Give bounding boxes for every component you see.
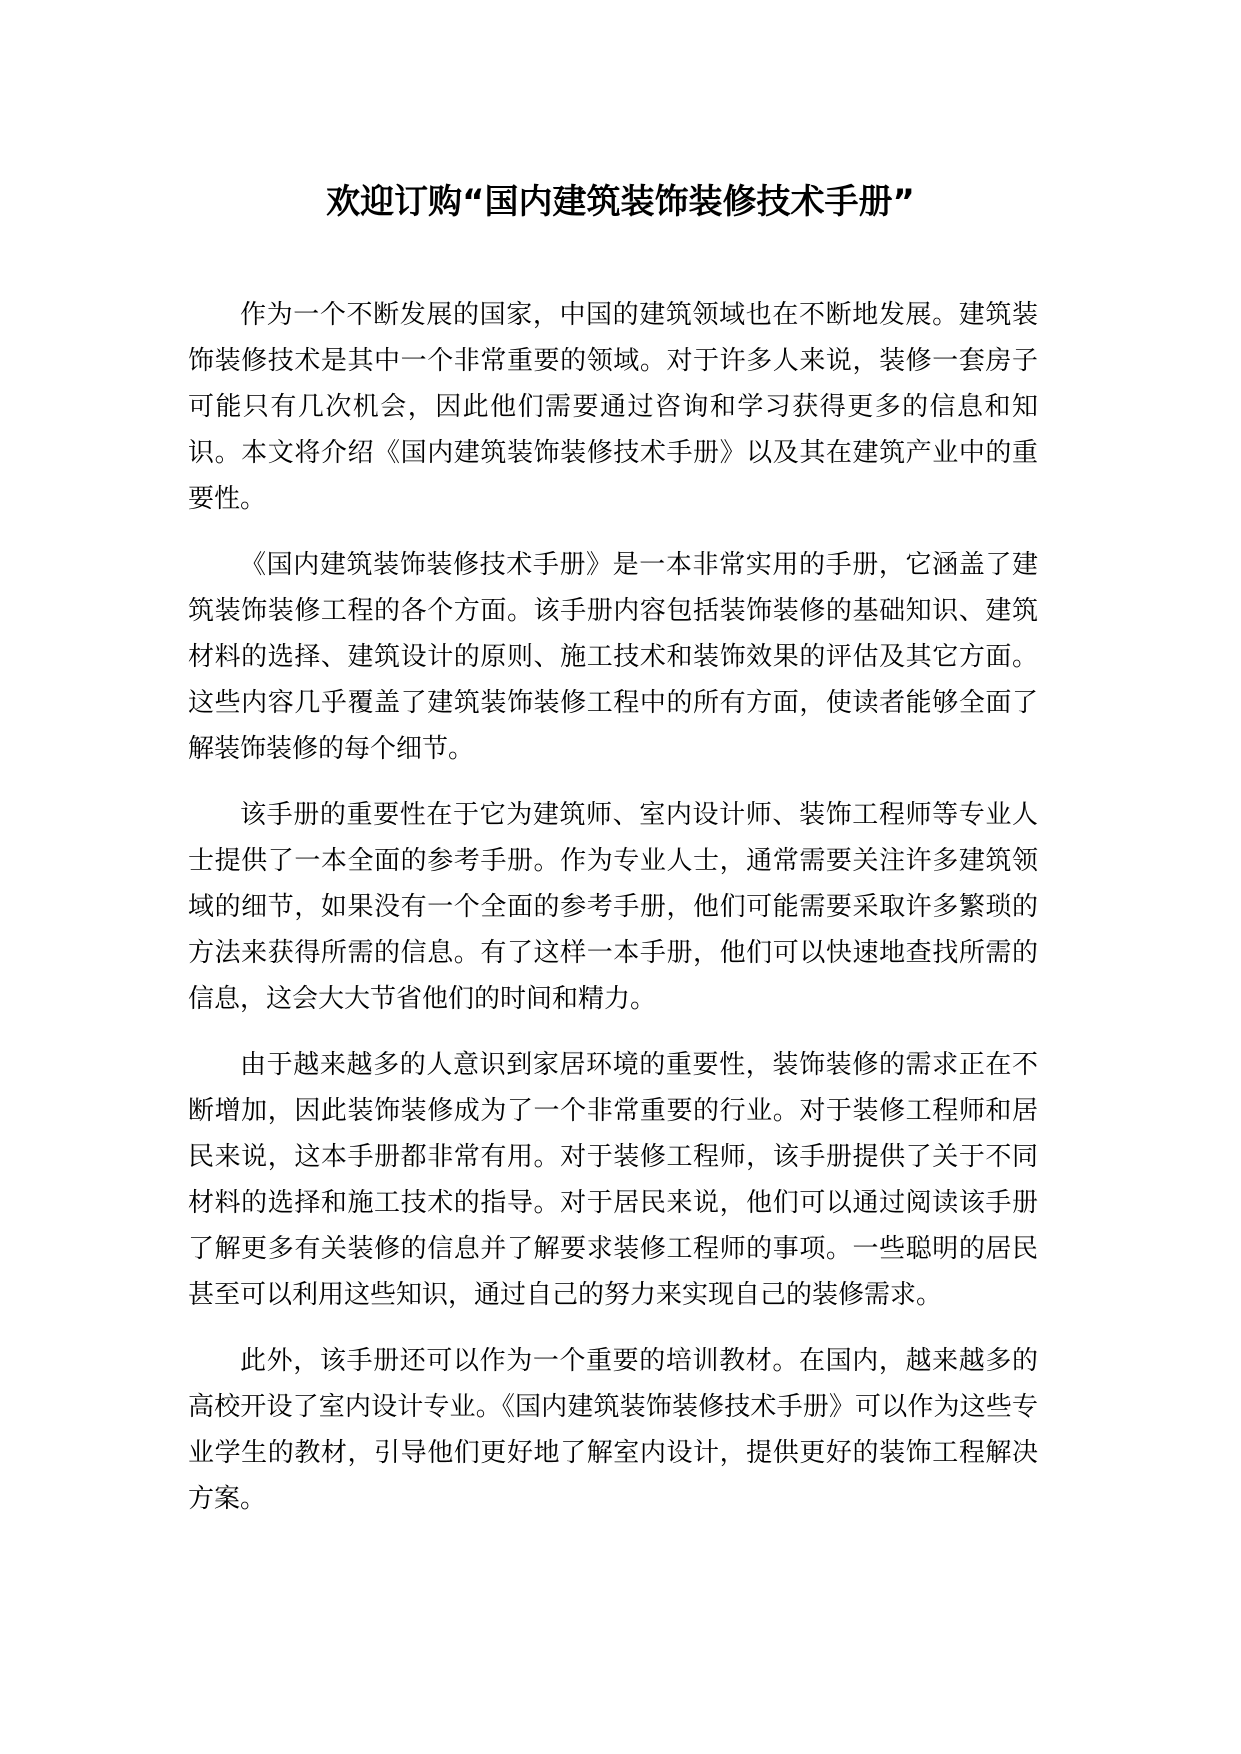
paragraph-4: 由于越来越多的人意识到家居环境的重要性，装饰装修的需求正在不断增加，因此装饰装修成为了一个非常重要的行业。对于装修工程师和居民来说，这本手册都非常有用。对于装修工程师，该手册提供了关于不同材料的选择和施工技术的指导。对于居民来说，他们可以通过阅读该手册了解更多有关装修的信息并了解要求装修工程师的事项。一些聪明的居民甚至可以利用这些知识，通过自己的努力来实现自己的装修需求。 xyxy=(188,1050,1038,1310)
document-body xyxy=(188,292,1038,1542)
paragraph-2: 《国内建筑装饰装修技术手册》是一本非常实用的手册，它涵盖了建筑装饰装修工程的各个方面。该手册内容包括装饰装修的基础知识、建筑材料的选择、建筑设计的原则、施工技术和装饰效果的评估及其它方面。这些内容几乎覆盖了建筑装饰装修工程中的所有方面，使读者能够全面了解装饰装修的每个细节。 xyxy=(188,550,1038,764)
document-title: 欢迎订购“国内建筑装饰装修技术手册” xyxy=(326,182,915,222)
paragraph-1: 作为一个不断发展的国家，中国的建筑领域也在不断地发展。建筑装饰装修技术是其中一个非常重要的领域。对于许多人来说，装修一套房子可能只有几次机会，因此他们需要通过咨询和学习获得更多的信息和知识。本文将介绍《国内建筑装饰装修技术手册》以及其在建筑产业中的重要性。 xyxy=(188,300,1038,514)
paragraph-3: 该手册的重要性在于它为建筑师、室内设计师、装饰工程师等专业人士提供了一本全面的参考手册。作为专业人士，通常需要关注许多建筑领域的细节，如果没有一个全面的参考手册，他们可能需要采取许多繁琐的方法来获得所需的信息。有了这样一本手册，他们可以快速地查找所需的信息，这会大大节省他们的时间和精力。 xyxy=(188,800,1038,1014)
paragraph-5: 此外，该手册还可以作为一个重要的培训教材。在国内，越来越多的高校开设了室内设计专业。《国内建筑装饰装修技术手册》可以作为这些专业学生的教材，引导他们更好地了解室内设计，提供更好的装饰工程解决方案。 xyxy=(188,1346,1038,1514)
